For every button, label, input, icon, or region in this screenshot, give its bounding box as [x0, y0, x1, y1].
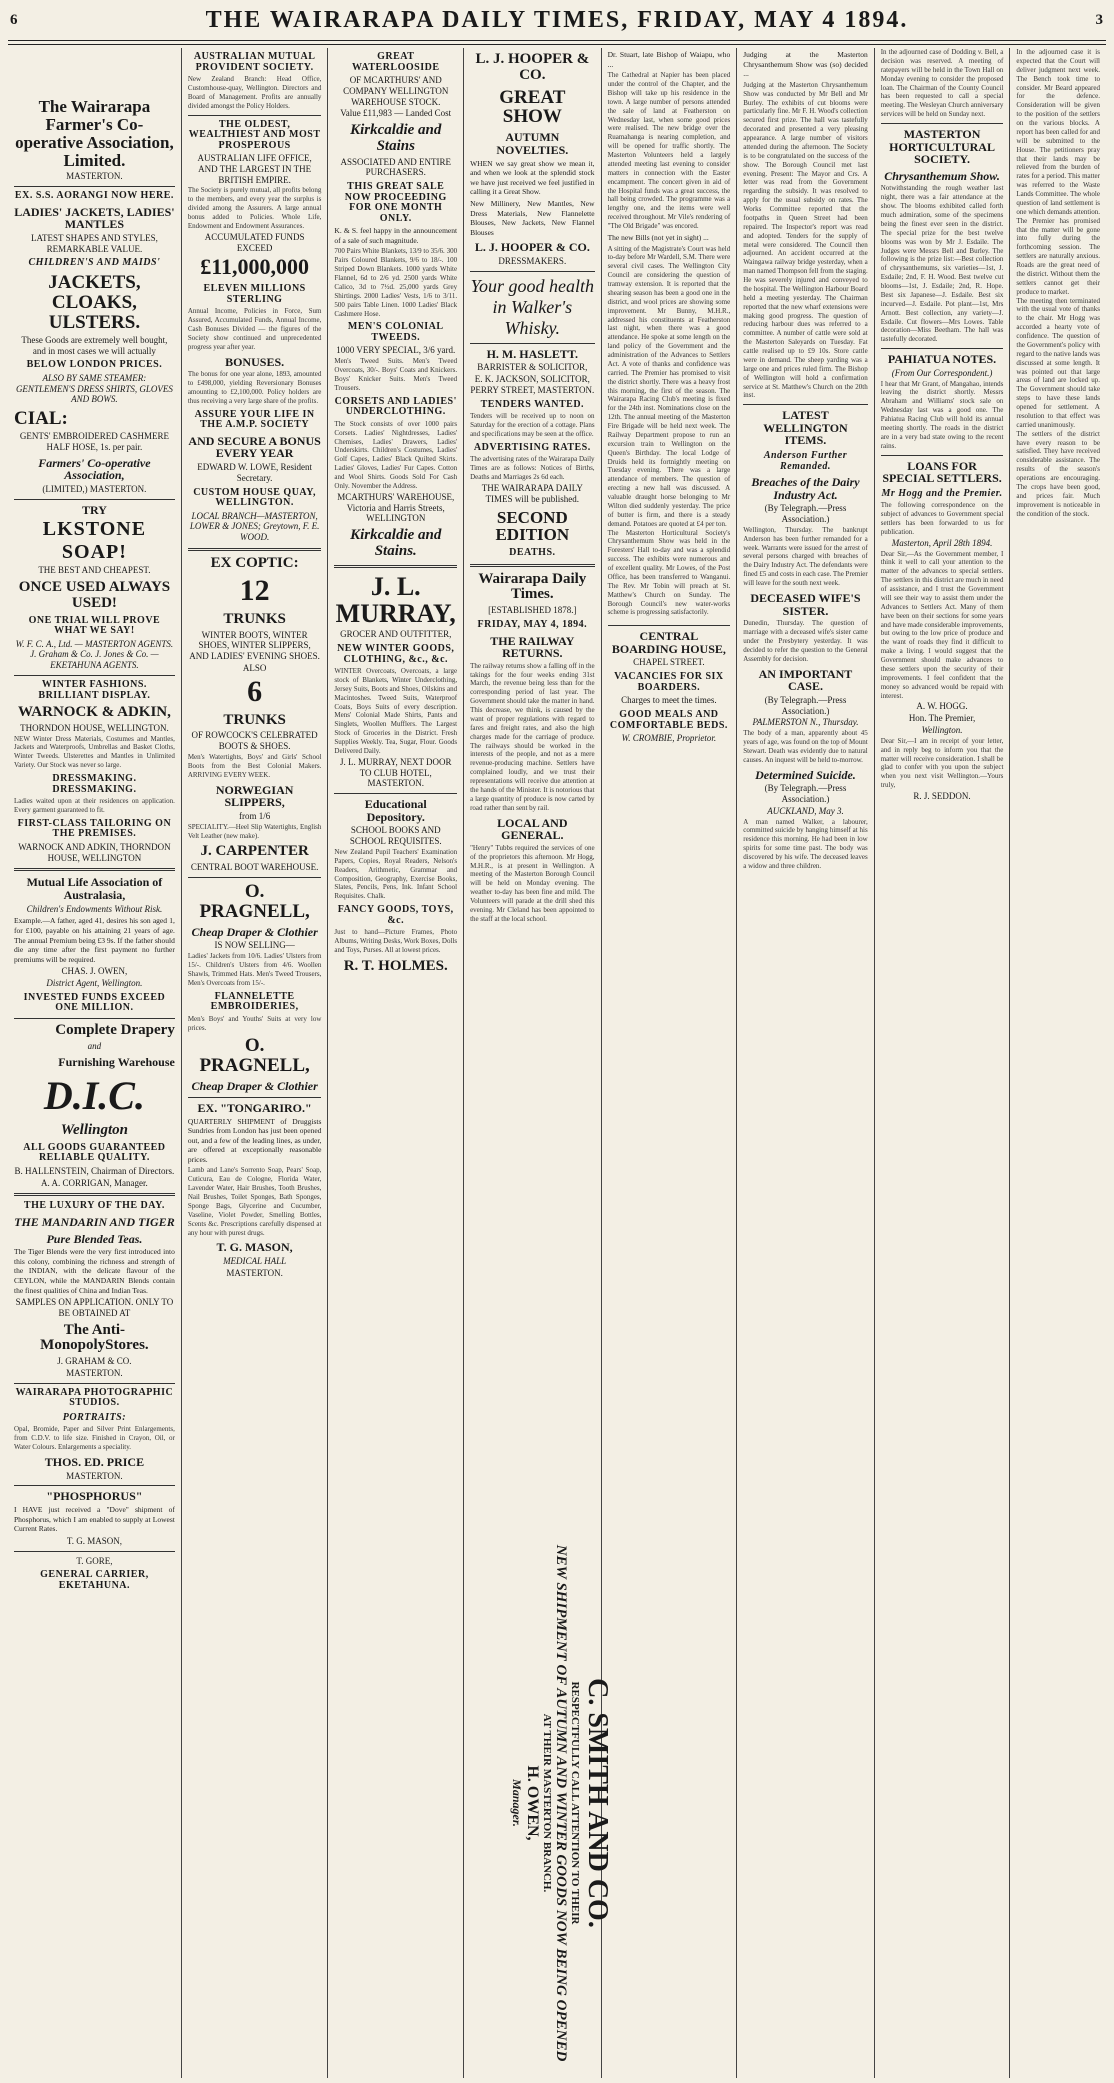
second-edition: SECOND EDITION: [495, 507, 570, 545]
phosphorus: "PHOSPHORUS": [46, 1489, 143, 1504]
divider: [334, 565, 457, 568]
column-8: [1010, 48, 1106, 2078]
newspaper-title: THE WAIRARAPA DAILY TIMES, FRIDAY, MAY 4 1894.: [205, 6, 909, 33]
graham-place: MASTERTON.: [66, 1368, 123, 1379]
col5-body-2: The new Bills (not yet in sight) ...: [607, 232, 709, 242]
divider: [14, 1383, 175, 1384]
assure: ASSURE YOUR LIFE IN THE A.M.P. SOCIETY: [194, 408, 315, 431]
murray-sub: GROCER AND OUTFITTER,: [340, 629, 452, 640]
samples: SAMPLES ON APPLICATION. ONLY TO BE OBTAINED AT: [15, 1297, 174, 1318]
amp-body: The Society is purely mutual, all profits belong to the members, and every year the surplus is divided among the Assurers. A large annual bonus added to Policies. Whole Life, Endowment and Endowment Assurances.: [187, 186, 322, 230]
col6-filler-1: Judging at the Masterton Chrysanthemum Show was conducted by Mr Bell and Mr Burley. The exhibits of cut blooms were particularly fine. Mr F. H. Wood's collection secured first prize. The hall was tastefully decorated and presented a very pleasing appearance. A large number of visitors attended during the afternoon. The Society is to be congratulated on the success of the show. The Borough Council met last evening. Present: The Mayor and Crs. A letter was read from the Government regarding the subsidy. It was resolved to apply for the usual subsidy on rates. The Works Committee reported that the footpaths in Queen Street had been repaired. The Inspector's report was read and adopted. Tenders for the supply of metal were considered. The Council then adjourned. An accident occurred at the Waingawa railway bridge yesterday, when a man named Thompson fell from the staging. He was severely injured and conveyed to the hospital. The Wellington Harbour Board held a meeting yesterday. The Chairman reported that the new wharf extensions were making good progress. The question of reducing harbour dues was referred to a committee. A number of cattle were sold at the Masterton Saleyards on Tuesday. Fat cattle realised up to £9 10s. Store cattle were in demand. The sheep yarding was a large one and prices ruled firm. The Bishop of Wellington will hold a confirmation service at St. Matthew's Church on the 20th inst.: [743, 80, 868, 400]
coop-sub: (LIMITED,) MASTERTON.: [42, 483, 147, 494]
smith-rotated-text: [510, 1538, 612, 2068]
dressmaking: DRESSMAKING. DRESSMAKING.: [52, 773, 137, 795]
seddon: R. J. SEDDON.: [913, 791, 971, 802]
col8-filler-3: The settlers of the district have every reason to be satisfied. They have received considerable assistance. The results of the season's operations are encouraging. The crops have been good, and prices fair. Much improvement is noticeable in the condition of the stock.: [1016, 429, 1100, 518]
boarding-house: CENTRAL BOARDING HOUSE,: [611, 629, 726, 656]
divider: [14, 1551, 175, 1552]
oldest: THE OLDEST, WEALTHIEST AND MOST PROSPEROUS: [188, 118, 321, 151]
portraits: PORTRAITS:: [62, 1411, 127, 1423]
murray: J. L. MURRAY,: [335, 571, 456, 628]
gore-sub: GENERAL CARRIER, EKETAHUNA.: [40, 1569, 149, 1591]
farmers-place: MASTERTON.: [66, 171, 123, 182]
mandarin-tiger: THE MANDARIN AND TIGER: [14, 1214, 175, 1229]
correspondent: (From Our Correspondent.): [891, 367, 993, 378]
druggists-list: Lamb and Lane's Sorrento Soap, Pears' Soap, Cuticura, Eau de Cologne, Florida Water, Lavender Water, Hair Brushes, Tooth Brushes, Nail Brushes, Toilet Sponges, Bath Sponges, Sponge Bags, Glycerine and Cucumber, Vaseline, Violet Powder, Smelling Bottles, Scents &c. Prescriptions carefully dispensed at any hour with purest drugs.: [187, 1166, 322, 1237]
divider: [743, 404, 867, 405]
cheap-draper-2: Cheap Draper & Clothier: [191, 1079, 318, 1094]
boots-body: Men's Watertights, Boys' and Girls' School Boots from the Best Colonial Makers. ARRIVING EVERY WEEK.: [187, 753, 322, 779]
six: 6: [247, 674, 263, 708]
educ-body: New Zealand Pupil Teachers' Examination Papers, Copies, Royal Readers, Nelson's Readers, Arithmetic, Grammar and Composition, Geography, Exercise Books, Slates, Pencils, Pens, Ink. Infant School Requisites. Chalk.: [334, 847, 458, 901]
divider: [188, 548, 322, 551]
column-5: [602, 48, 738, 2078]
column-7: [875, 48, 1011, 2078]
signatory-1-title: District Agent, Wellington.: [46, 978, 143, 989]
divider: [14, 1018, 175, 1019]
mens-tweeds: MEN'S COLONIAL TWEEDS.: [347, 321, 444, 343]
educational-depository: Educational Depository.: [364, 797, 427, 824]
owen: H. OWEN,: [523, 1765, 541, 1841]
flannelette: FLANNELETTE EMBROIDERIES,: [210, 990, 299, 1013]
price-name: THOS. ED. PRICE: [44, 1454, 145, 1469]
yours-hogg: A. W. HOGG.: [916, 701, 968, 712]
hooper-sign: L. J. HOOPER & CO.: [474, 240, 590, 255]
divider: [14, 499, 175, 500]
columns: [8, 48, 1106, 2078]
jackets-note: These Goods are extremely well bought, and in most cases we will actually: [21, 334, 168, 356]
mason-hall: MEDICAL HALL: [223, 1256, 287, 1267]
ex-coptic: EX COPTIC:: [210, 555, 299, 571]
railway-body: The railway returns show a falling off in the takings for the four weeks ending 31st March, the revenue being less than for the corresponding period of last year. The Government should take the matter in hand. This decrease, we think, is caused by the want of proper regulations with regard to fares and freight rates, and also the high charges made for the carriage of produce. The railways should be worked in the interests of the people, and not as a mere revenue-producing machine. Settlers have complained loudly, and we trust their representations will receive due attention at the hands of the Minister. It is notorious that a large quantity of produce is now carted by road rather than sent by rail.: [470, 661, 595, 812]
one-trial: ONE TRIAL WILL PROVE WHAT WE SAY!: [28, 614, 161, 637]
col7-filler-2: Notwithstanding the rough weather last night, there was a fair attendance at the show. The blooms exhibited called forth much admiration, some of the specimens being the finest ever seen in the district. The special prize for the best twelve blooms was won by Mr J. Esdaile. The Judges were Messrs Bell and Burley. The following is the prize list:—Best collection of chrysanthemums, six varieties—1st, J. Esdaile; 2nd, F. H. Wood. Best twelve cut blooms—1st, J. Esdaile; 2nd, R. Hope. Best six Japanese—J. Esdaile. Best six incurved—J. Esdaile. Pot plant—1st, Mrs Arnott. Best collection, any variety—J. Esdaile. Cut flowers—Mrs Lowes. Table decoration—Miss Beetham. The hall was tastefully decorated.: [880, 184, 1004, 344]
divider: [881, 348, 1004, 349]
great-sale: GREAT WATERLOOSIDE: [351, 51, 440, 73]
furnishing-warehouse: Furnishing Warehouse: [58, 1054, 175, 1069]
divider: [470, 343, 594, 344]
premier-place: Wellington.: [921, 724, 963, 735]
pure-blended: Pure Blended Teas.: [46, 1231, 143, 1246]
vacancies: VACANCIES FOR SIX BOARDERS.: [614, 671, 724, 693]
col5-filler-3: The Masterton Horticultural Society's Chrysanthemum Show was held in the Foresters' Hall to-day and was a splendid success. The exhibits were numerous and of excellent quality. Mr Lowes, of the Post Office, has been transferred to Wanganui. The Rev. Mr Tobin will preach at St. Matthew's Church on Sunday. The Borough Council's new water-works scheme is progressing satisfactorily.: [607, 528, 731, 617]
pragnell: O. PRAGNELL,: [199, 880, 310, 922]
mason-place: MASTERTON.: [226, 1267, 283, 1278]
anderson: Anderson Further Remanded.: [763, 450, 848, 472]
jackson: E. K. JACKSON, SOLICITOR, PERRY STREET, MASTERTON.: [470, 374, 595, 395]
col8-filler-1: In the adjourned case it is expected that the Court will deliver judgment next week. The Bench took time to consider. Mr Beard appeared for the defence. Consideration will be given to the position of the settlers on the various blocks. A report has been called for and will be submitted to the House. The petitioners pray that their lands may be relieved from the burden of rates for a period. This matter was referred to the Waste Lands Committee. The whole question of land settlement is one which demands attention. The Premier has promised that the matter will be gone into fully during the forthcoming session. The settlers are naturally anxious. Roads are the great need of the district. Without them the settlers cannot get their produce to market.: [1016, 48, 1100, 296]
winter-fashions: WINTER FASHIONS. BRILLIANT DISPLAY.: [38, 679, 151, 701]
divider: [188, 115, 322, 116]
fancy-body: Just to hand—Picture Frames, Photo Albums, Writing Desks, Work Boxes, Dolls and Toys, Purses. All at lowest prices.: [334, 928, 458, 954]
divider: [608, 625, 731, 626]
norwegian: NORWEGIAN SLIPPERS,: [215, 782, 294, 810]
advert-body: The advertising rates of the Wairarapa Daily Times are as follows: Notices of Births, Deaths and Marriages 2s 6d each.: [470, 455, 595, 482]
eleven-millions: ELEVEN MILLIONS STERLING: [203, 283, 306, 305]
cheap-draper: Cheap Draper & Clothier: [191, 924, 318, 939]
coop-title: Farmers' Co-operative Association,: [38, 455, 151, 483]
flannelette-body: Men's Boys' and Youths' Suits at very low prices.: [187, 1014, 322, 1032]
soap-title: LKSTONE SOAP!: [42, 518, 147, 564]
tongariro-body: QUARTERLY SHIPMENT of Druggists Sundries from London has just been opened out, and a few of the leading lines, as under, are offered at exceptionally reasonable prices.: [187, 1116, 322, 1164]
price-place: MASTERTON.: [66, 1470, 123, 1481]
important-case: AN IMPORTANT CASE.: [758, 666, 853, 694]
ex-ship: EX. S.S. AORANGI NOW HERE.: [14, 190, 174, 202]
divider: [881, 455, 1004, 456]
breaches: Breaches of the Dairy Industry Act.: [751, 475, 860, 502]
photo-body: Opal, Bromide, Paper and Silver Print Enlargements, from C.D.V. to life size. Finished in Crayon, Oil, or Water Colours. Enlargements a speciality.: [14, 1425, 175, 1452]
good-meals: GOOD MEALS AND COMFORTABLE BEDS.: [609, 709, 728, 731]
tea-body: The Tiger Blends were the very first introduced into this colony, combining the richness and strength of the INDIAN, with the delicate flavour of the CEYLON, while the MANDARIN Blends contain the finest qualities of China and Indian Teas.: [14, 1247, 175, 1295]
trunks-2: TRUNKS: [223, 711, 286, 728]
col7-filler-5: Dear Sir,—As the Government member, I think it well to call your attention to the matter of the advances to special settlers. The settlers in this district are much in need of assistance, and I trust the Government will see their way to assist them under the Advances to Settlers Act. Many of them have been on their sections for some years and have made considerable improvements, but owing to the low price of produce and the want of roads they find it difficult to make a living. I would suggest that the Government should make advances to these settlers upon the security of their improvements. I feel confident that the money so advanced would be repaid with interest.: [880, 549, 1004, 700]
new-winter: NEW WINTER GOODS, CLOTHING, &c., &c.: [337, 643, 455, 665]
below-london: BELOW LONDON PRICES.: [26, 359, 163, 371]
divider: [881, 123, 1004, 124]
divider: [188, 877, 322, 878]
accumulated-funds: £11,000,000: [200, 254, 310, 280]
established: [ESTABLISHED 1878.]: [488, 605, 577, 616]
chrysanthemum-show: Chrysanthemum Show.: [884, 168, 1000, 183]
rowcock: OF ROWCOCK'S CELEBRATED BOOTS & SHOES.: [191, 730, 318, 752]
holmes: R. T. HOLMES.: [343, 957, 448, 974]
warnock-foot: WARNOCK AND ADKIN, THORNDON HOUSE, WELLINGTON: [18, 841, 171, 863]
jackets-cloaks: JACKETS, CLOAKS, ULSTERS.: [48, 271, 141, 333]
customs: CUSTOM HOUSE QUAY, WELLINGTON.: [193, 486, 317, 509]
mutual-body: Example.—A father, aged 41, desires his son aged 1, for £100, payable on his attaining 21 years of age. The annual Premium being £3 9s. If the father should die any time after the first payment no further premiums will be required.: [14, 916, 175, 964]
haslett: H. M. HASLETT.: [486, 346, 579, 361]
also: ALSO: [242, 662, 267, 673]
auckland: AUCKLAND, May 3.: [767, 805, 844, 816]
crombie: W. CROMBIE, Proprietor.: [621, 733, 717, 744]
charges: Charges to meet the times.: [621, 695, 717, 706]
corsets: CORSETS AND LADIES' UNDERCLOTHING.: [334, 395, 457, 418]
divider: [334, 793, 457, 794]
latest-shapes: LATEST SHAPES AND STYLES, REMARKABLE VALUE.: [30, 232, 158, 254]
divider: [188, 1097, 322, 1098]
largest: AUSTRALIAN LIFE OFFICE, AND THE LARGEST IN THE BRITISH EMPIRE.: [197, 153, 312, 185]
col8-filler-2: The meeting then terminated with the usual vote of thanks to the chair. Mr Hogg was accorded a hearty vote of confidence. The question of the Government's policy with regard to the native lands was discussed at some length. It was pointed out that large areas of land are locked up. The Government should take steps to have these lands opened for settlement. A resolution to that effect was carried unanimously.: [1016, 296, 1100, 429]
deaths: DEATHS.: [509, 547, 556, 559]
divider: [470, 564, 594, 567]
smith-branch: AT THEIR MASTERTON BRANCH.: [540, 1713, 553, 1893]
mason-name: T. G. MASON,: [216, 1240, 293, 1255]
murray-body: WINTER Overcoats, Overcoats, a large stock of Blankets, Winter Underclothing, Jersey Suits, Boots and Shoes, Oilskins and Macintoshes. Tweed Suits, Waterproof Coats, Boys Suits of every description. Mens' Colonial Made Shirts, Pants and Singlets, Woollen Mufflers. The Largest Stock of Groceries in the District. Fresh Supplies Weekly. Tea, Sugar, Flour. Goods Delivered Daily.: [334, 667, 458, 755]
smith-title: C. SMITH AND CO.: [582, 1678, 614, 1928]
kirkcaldie-sub: ASSOCIATED AND ENTIRE PURCHASERS.: [340, 156, 451, 178]
warnock-title: WARNOCK & ADKIN,: [17, 704, 171, 721]
amp-intro: New Zealand Branch: Head Office, Customhouse-quay, Wellington. Directors and Board of Management. Profits are annually divided amongst the Policy Holders.: [187, 75, 322, 110]
col7-filler-1: In the adjourned case of Dodding v. Bell, a decision was reserved. A meeting of ratepayers will be held in the Town Hall on Monday evening to consider the proposed loan. The Chairman of the County Council has been requested to call a special meeting. The Wesleyan Church anniversary services will be held on Sunday next.: [880, 48, 1004, 119]
mcarthurs-wh: MCARTHURS' WAREHOUSE, Victoria and Harris Streets, WELLINGTON: [337, 491, 455, 524]
dic-logo: D.I.C.: [43, 1073, 145, 1119]
latest-wellington: LATEST WELLINGTON ITEMS.: [763, 408, 848, 448]
masthead: [0, 0, 1114, 40]
soap-sub: THE BEST AND CHEAPEST.: [38, 565, 151, 576]
pahiatua-notes: PAHIATUA NOTES.: [887, 352, 997, 367]
amp-title: AUSTRALIAN MUTUAL PROVIDENT SOCIETY.: [193, 51, 316, 73]
twelve: 12: [239, 573, 270, 607]
col6-filler-3: Dunedin, Thursday. The question of marriage with a deceased wife's sister came under the Presbytery yesterday. It was decided to refer the question to the General Assembly for decision.: [743, 619, 868, 663]
special-heading: CIAL:: [14, 408, 68, 430]
divider: [14, 675, 175, 676]
now-selling: IS NOW SELLING—: [214, 940, 295, 951]
determined-suicide: Determined Suicide.: [755, 767, 856, 782]
graham: J. GRAHAM & CO.: [57, 1356, 132, 1367]
paper-title: Wairarapa Daily Times.: [478, 570, 587, 603]
complete-drapery: Complete Drapery: [55, 1021, 175, 1038]
speciality: SPECIALITY.—Heel Slip Watertights, English Velt Leather (new make).: [187, 822, 322, 840]
phosphorus-body: I HAVE just received a "Dove" shipment of Phosphorus, which I am enabled to supply at Lowest Current Rates.: [14, 1504, 175, 1534]
railway-returns: THE RAILWAY RETURNS.: [490, 633, 575, 661]
smith-rotated-ad: [464, 1538, 612, 2068]
smith-sub: RESPECTFULLY CALL ATTENTION TO THEIR: [569, 1681, 582, 1925]
daily-publish: THE WAIRARAPA DAILY TIMES will be published.: [481, 482, 583, 504]
warnock-sub: THORNDON HOUSE, WELLINGTON.: [20, 722, 169, 733]
local-branch: LOCAL BRANCH—MASTERTON, LOWER & JONES; Greytown, F. E. WOOD.: [189, 510, 320, 543]
judging: Judging at the Masterton Chrysanthemum Show was (so) decided ...: [743, 50, 868, 79]
great-show: GREAT SHOW: [499, 86, 566, 128]
telegraph-3: (By Telegraph.—Press Association.): [764, 783, 847, 804]
col5-filler-1: The Cathedral at Napier has been placed under the control of the Chapter, and the Bishop will take up his residence in the town. A large number of persons attended the sale of land at Featherston on Wednesday last, when some good prices were realised. The new bridge over the Ruamahanga is nearing completion, and will be opened for traffic shortly. The Masterton Volunteers held a largely attended meeting last evening to consider matters in connection with the Easter encampment. The concert given in aid of the Hospital funds was a great success, the hall being crowded. The programme was a lengthy one, and the items were well received throughout. Mr Vile's rendering of "The Old Brigade" was encored.: [607, 71, 731, 231]
masterton-date: Masterton, April 28th 1894.: [891, 537, 993, 548]
ladies-jackets: LADIES' JACKETS, LADIES' MANTLES: [14, 204, 175, 232]
owen-manager: Manager.: [510, 1779, 524, 1827]
tenders-body: Tenders will be received up to noon on Saturday for the erection of a cottage. Plans and specifications may be seen at the office.: [470, 412, 595, 438]
col7-filler-4: The following correspondence on the subject of advances to Government special settlers has been forwarded to us for publication.: [880, 501, 1004, 536]
amp-figures: Annual Income, Policies in Force, Sum Assured, Accumulated Funds, Annual Income, Cash Bonuses Divided — the figures of the Society show continued and unprecedented progress year after year.: [187, 307, 322, 351]
dic-wellington: Wellington: [60, 1122, 129, 1139]
corrigan: A. A. CORRIGAN, Manager.: [41, 1177, 148, 1188]
value: Value £11,983 — Landed Cost: [340, 108, 452, 119]
masthead-rule: [8, 40, 1106, 45]
palmerston: PALMERSTON N., Thursday.: [752, 717, 859, 728]
mason-phos: T. G. MASON,: [66, 1535, 122, 1546]
tenders: TENDERS WANTED.: [480, 398, 585, 410]
page-number-left: 6: [10, 11, 19, 28]
tweeds-list: Men's Tweed Suits. Men's Tweed Overcoats, 30/-. Boys' Coats and Knickers. Boys' Knicker Suits. Men's Tweed Trousers.: [334, 357, 458, 392]
divider: [14, 186, 175, 187]
col6-filler-5: A man named Walker, a labourer, committed suicide by hanging himself at his residence this morning. He had been in low spirits for some time past. The body was discovered by his wife. The deceased leaves a widow and three children.: [743, 817, 868, 870]
loans-settlers: LOANS FOR SPECIAL SETTLERS.: [882, 458, 1002, 486]
tailoring: FIRST-CLASS TAILORING ON THE PREMISES.: [17, 817, 172, 840]
sale-proceeding: THIS GREAT SALE NOW PROCEEDING FOR ONE MONTH ONLY.: [344, 181, 447, 224]
special-note: GENTS' EMBROIDERED CASHMERE HALF HOSE, 1s. per pair.: [19, 431, 169, 452]
col5-filler-2: A sitting of the Magistrate's Court was held to-day before Mr Wardell, S.M. There were several civil cases. The Wellington City Council are considering the question of tramway extension. It is reported that the shearing season has been a good one in the district, and wool prices are showing some improvement. Mr Bunny, M.H.R., addressed his constituents at Featherston last night, when there was a good attendance. He spoke at some length on the land policy of the Government and the administration of the Advances to Settlers Act. A vote of thanks and confidence was carried. The Premier has promised to visit the district shortly. There was a heavy frost this morning, the first of the season. The Wairarapa Racing Club's meeting is fixed for the 24th inst. Nominations close on the 12th. The annual meeting of the Masterton Fire Brigade will be held next week. The Railway Department propose to run an excursion train to Wellington on the Queen's Birthday. The local Lodge of Druids held its fortnightly meeting on Tuesday evening. There was a large attendance of members. The question of erecting a new hall was discussed. A valuable draught horse belonging to Mr Wilton died suddenly yesterday. The price of butter is firm, and there is a steady demand. Potatoes are quoted at £4 per ton.: [607, 244, 731, 528]
children-maids: CHILDREN'S AND MAIDS': [28, 257, 161, 269]
col6-filler-2: Wellington, Thursday. The bankrupt Anderson has been further remanded for a week. Warrants were issued for the arrest of several persons charged with breaches of the Dairy Industry Act. The defendants were fined £5 and costs in each case. The Premier will leave for the south next week.: [743, 525, 868, 588]
hooper-body: WHEN we say great show we mean it, and when we look at the splendid stock we have just received we feel justified in calling it a Great Show.: [470, 158, 595, 197]
bonuses-body: The bonus for one year alone, 1893, amounted to £498,000, yielding Reversionary Bonuses amounting to £2,100,000. Policy holders are thus receiving a very large share of the profits.: [187, 370, 322, 405]
try-label: TRY: [81, 502, 107, 517]
whisky-handbill: Your good health in Walker's Whisky.: [470, 275, 594, 338]
luxury: THE LUXURY OF THE DAY.: [23, 1200, 165, 1212]
local-general: LOCAL AND GENERAL.: [497, 815, 568, 843]
hallenstein: B. HALLENSTEIN, Chairman of Directors.: [14, 1165, 175, 1176]
col7-filler-3: I hear that Mr Grant, of Mangahao, intends leaving the district shortly. Messrs Abraham and Williams' stock sale on Wednesday last was a good one. The Pahiatua Racing Club will hold its annual meeting shortly. The roads in the district are in a very bad state owing to the recent rains.: [880, 379, 1004, 450]
mutual-title: Mutual Life Association of Australasia,: [26, 875, 163, 903]
autumn-novelties: AUTUMN NOVELTIES.: [496, 130, 569, 157]
invested-funds: INVESTED FUNDS EXCEED ONE MILLION.: [23, 991, 166, 1014]
local-body: "Henry" Tubbs required the services of one of the proprietors this afternoon. Mr Hogg, M.H.R., is at present in Wellington. A meeting of the Masterton Borough Council will be held on Monday evening. The weather to-day has been fine and mild. The Volunteers will parade at the drill shed this evening. Mr Cleland has been appointed to the staff at the local school.: [470, 843, 595, 923]
photo-studios: WAIRARAPA PHOTOGRAPHIC STUDIOS.: [15, 1386, 174, 1409]
carpenter-sub: CENTRAL BOOT WAREHOUSE.: [190, 862, 319, 873]
warnock-body: NEW Winter Dress Materials, Costumes and Mantles, Jackets and Waterproofs, Umbrellas and Basket Cloths, Winter Tweeds. Ulsterettes and Mantles in Unlimited Variety. Our Stock was never so large.: [14, 734, 175, 770]
advertising-rates: ADVERTISING RATES.: [473, 441, 591, 453]
anti-monopoly: The Anti-MonopolyStores.: [40, 1321, 149, 1354]
deceased-wife: DECEASED WIFE'S SISTER.: [750, 590, 861, 618]
lowe: EDWARD W. LOWE, Resident Secretary.: [197, 462, 312, 483]
boarding-place: CHAPEL STREET.: [633, 657, 705, 668]
column-4: [464, 48, 614, 2078]
seasonal: 1000 VERY SPECIAL, 3/6 yard.: [336, 345, 456, 356]
barrister: BARRISTER & SOLICITOR,: [477, 362, 588, 373]
kirkcaldie: Kirkcaldie and Stains: [350, 122, 442, 154]
divider: [14, 1485, 175, 1486]
horticultural: MASTERTON HORTICULTURAL SOCIETY.: [889, 127, 995, 167]
from-price: from 1/6: [238, 810, 271, 821]
divider: [14, 1193, 175, 1196]
school-books: SCHOOL BOOKS AND SCHOOL REQUISITES.: [349, 825, 442, 847]
col5-body-1: Dr. Stuart, late Bishop of Waiapu, who ...: [607, 50, 731, 69]
children-endowments: Children's Endowments Without Risk.: [26, 903, 163, 914]
sale-list: 700 Pairs White Blankets, 13/9 to 35/6. 300 Pairs Coloured Blankets, 9/6 to 18/-. 100 Striped Down Blankets. 1000 yards White Flannel, 6d to 2/6 yd. 2500 yards White Calico, 3d to 7½d. 25,000 yards Grey Shirtings. 2000 Ladies' Vests, 1/6 to 3/11. 500 pairs Table Linen. 1000 Ladies' Black Cashmere Hose.: [334, 247, 458, 318]
divider: [14, 868, 175, 871]
date-line: FRIDAY, MAY 4, 1894.: [477, 619, 588, 631]
tongariro: EX. "TONGARIRO.": [197, 1100, 312, 1115]
farmers-title: The Wairarapa Farmer's Co-operative Association, Limited.: [15, 97, 174, 170]
column-2: [182, 48, 329, 2078]
kk-body: K. & S. feel happy in the announcement of a sale of such magnitude.: [334, 226, 458, 245]
hogg-premier: Mr Hogg and the Premier.: [881, 487, 1003, 499]
column-6: [737, 48, 874, 2078]
mcarthurs: OF MCARTHURS' AND COMPANY WELLINGTON WAREHOUSE STOCK.: [343, 75, 449, 107]
fancy-goods: FANCY GOODS, TOYS, &c.: [337, 904, 454, 926]
hooper-items: New Millinery, New Mantles, New Dress Materials, New Flannelette Blouses, New Jackets, New Flannel Blouses: [470, 198, 595, 237]
murray-address: J. L. MURRAY, NEXT DOOR TO CLUB HOTEL, MASTERTON.: [339, 756, 452, 789]
telegraph: (By Telegraph.—Press Association.): [764, 503, 847, 525]
kirkcaldie-2: Kirkcaldie and Stains.: [350, 527, 442, 559]
col6-filler-4: The body of a man, apparently about 45 years of age, was found on the top of Mount Stewart. Death was evidently due to natural causes. An inquest will be held to-morrow.: [743, 729, 868, 764]
premier-title: Hon. The Premier,: [908, 713, 976, 724]
guaranteed: ALL GOODS GUARANTEED RELIABLE QUALITY.: [23, 1141, 166, 1164]
agents: W. F. C. A., Ltd. — MASTERTON AGENTS. J. Graham & Co. J. Jones & Co. — EKETAHUNA AGENTS.: [15, 638, 174, 671]
hooper-place: DRESSMAKERS.: [498, 255, 567, 266]
once-used: ONCE USED ALWAYS USED!: [18, 579, 171, 611]
smith-new-shipment: NEW SHIPMENT OF AUTUMN AND WINTER GOODS NOW BEING OPENED: [553, 1544, 570, 2062]
carpenter: J. CARPENTER: [200, 843, 309, 860]
hooper-title: L. J. HOOPER & CO.: [475, 51, 590, 83]
accumulated-label: ACCUMULATED FUNDS EXCEED: [204, 231, 305, 253]
bonus-every-year: AND SECURE A BONUS EVERY YEAR: [188, 433, 321, 461]
page-number-right: 3: [1095, 11, 1104, 28]
trunks-sub: WINTER BOOTS, WINTER SHOES, WINTER SLIPPERS, AND LADIES' EVENING SHOES.: [189, 629, 320, 662]
telegraph-2: (By Telegraph.—Press Association.): [764, 694, 847, 716]
trunks: TRUNKS: [223, 610, 286, 627]
and-label: and: [87, 1040, 102, 1051]
gore: T. GORE,: [76, 1555, 113, 1566]
corsets-list: The Stock consists of over 1000 pairs Corsets. Ladies' Nightdresses, Ladies' Chemises, Ladies' Drawers, Ladies' Underskirts. Children's Costumes, Ladies' Golf Capes, Ladies' Black Quilted Skirts. Ladies' Gloves, Ladies' Fur Capes. Cotton and Wool Shirts. Goods Sold For Cash Only. November the Address.: [334, 419, 458, 490]
column-3: [328, 48, 464, 2078]
dressmaking-body: Ladies waited upon at their residences on application. Every garment guaranteed to fit.: [14, 797, 175, 814]
pragnell-2: O. PRAGNELL,: [199, 1035, 310, 1077]
divider: [470, 271, 594, 272]
also-steamer: ALSO BY SAME STEAMER: GENTLEMEN'S DRESS SHIRTS, GLOVES AND BOWS.: [15, 372, 173, 405]
col7-filler-6: Dear Sir,—I am in receipt of your letter, and in reply beg to inform you that the matter will receive consideration. I shall be glad to confer with you upon the subject when you next visit Wellington.—Yours truly,: [880, 736, 1004, 790]
bonuses: BONUSES.: [225, 354, 285, 369]
pragnell-list: Ladies' Jackets from 10/6. Ladies' Ulsters from 15/-. Children's Ulsters from 4/6. Woollen Shawls, Trimmed Hats. Men's Tweed Trousers, Men's Overcoats from 15/-.: [187, 952, 322, 987]
column-1: [8, 48, 182, 2078]
signatory-1: CHAS. J. OWEN,: [61, 966, 128, 977]
